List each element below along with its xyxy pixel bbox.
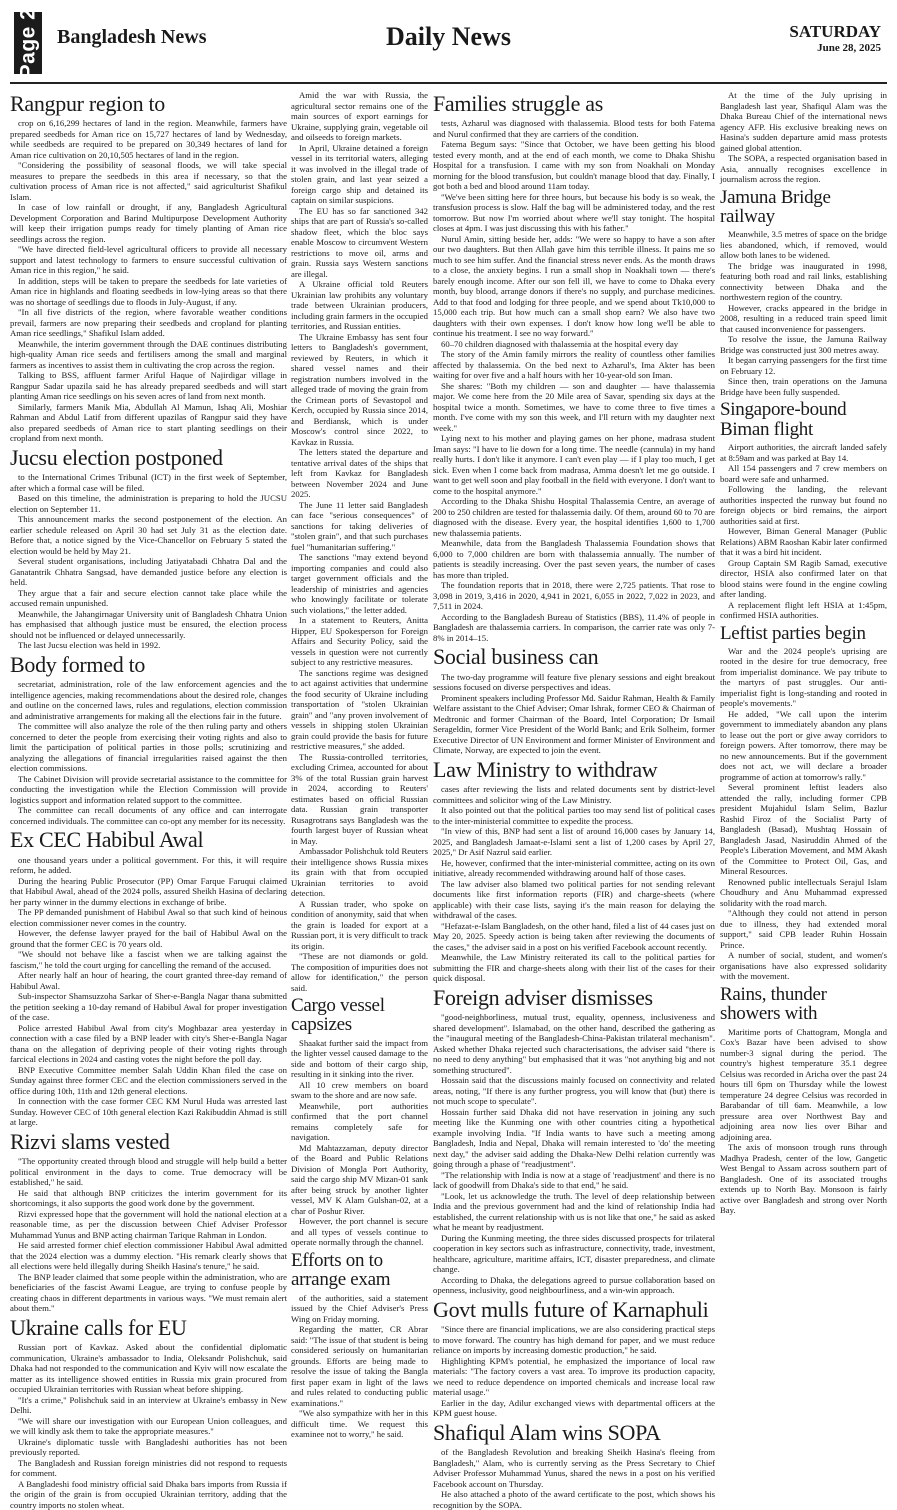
article: [10, 1128, 287, 1314]
article: [720, 90, 887, 185]
article-paragraph: A number of social, student, and women's organisations have also expressed solidarity with the movement.: [720, 950, 887, 982]
article-paragraph: At the time of the July uprising in Bangladesh last year, Shafiqul Alam was the Dhaka Bureau Chief of the international news agency AFP. His exclusive breaking news on Hasina's sudden departure amid mass protests gained global attention.: [720, 90, 887, 153]
article-paragraph: 60–70 children diagnosed with thalassemia at the hospital every day: [441, 338, 679, 349]
article-headline: Govt mulls future of Karnaphuli: [433, 1296, 709, 1322]
article-paragraph: Earlier in the day, Adilur exchanged views with departmental officers at the KPM guest house.: [433, 1397, 715, 1419]
article: [10, 444, 287, 651]
article-headline: Rangpur region to: [10, 91, 165, 116]
column-2: [291, 90, 428, 1439]
article: [433, 1419, 715, 1510]
article-paragraph: "Although they could not attend in person due to illness, they had extended moral support," said CPB leader Ruhin Hossain Prince.: [720, 908, 887, 950]
article-paragraph: Amid the war with Russia, the agricultural sector remains one of the main sources of export earnings for Ukraine, supplying grain, vegetable oil and oilseeds to foreign markets.: [291, 90, 428, 142]
article: [720, 400, 887, 620]
article-paragraph: After nearly half an hour of hearing, the court granted three-day remand of Habibul Awal.: [10, 970, 287, 991]
article-paragraph: "We've been sitting here for three hours, but because his body is so weak, the transfusion process is slow. Half the bag will be administered today, and the rest tomorrow. But now I'm worried about where we'll stay tonight. The hospital closes at 4pm. I was just discussing this with his father.": [433, 191, 715, 234]
article-paragraph: She shares: "Both my children — son and daughter — have thalassemia major. We come here from the 20 Mile area of Savar, spending six days at the hospital twice a month. Sometimes, we have to come three to five times a month. I've come with my son this week, and I'll return with my daughter next week.": [433, 380, 715, 433]
brand-name: Bangladesh News: [57, 26, 207, 48]
article-paragraph: In case of low rainfall or drought, if any, Bangladesh Agricultural Development Corporation and Barind Multipurpose Development Authority will keep their irrigation pumps ready for timely planting of Aman rice seedlings across the region.: [10, 202, 287, 244]
article-paragraph: The two-day programme will feature five plenary sessions and eight breakout sessions focused on diverse perspectives and ideas.: [433, 671, 715, 693]
article-paragraph: Several prominent leftist leaders also attended the rally, including former CPB president Mujahidul Islam Selim, Bazlur Rashid Firoz of the Socialist Party of Bangladesh (Basad), Mushtaq Hossain of Bangladesh Jasad, Nasiruddin Ahmed of the People's Liberation Movement, and MM Akash of the Committee to Protect Oil, Gas, and Mineral Resources.: [720, 782, 887, 877]
article: [291, 90, 428, 993]
article-paragraph: All 154 passengers and 7 crew members on board were safe and unharmed.: [720, 463, 887, 484]
article: [433, 984, 715, 1296]
article: [291, 996, 428, 1248]
article-paragraph: He also attached a photo of the award certificate to the post, which shows his recognition by the SOPA.: [433, 1489, 715, 1510]
article-paragraph: "good-neighborliness, mutual trust, equality, openness, inclusiveness and shared development". Islamabad, on the other hand, described the gathering as the "inaugural meeting of the Bangladesh-China-Pakistan trilateral mechanism". Asked whether Dhaka rejected such characterisations, the adviser said "there is no need to deny anything" but emphasised that it was "not anything big and not something structured".: [433, 1012, 715, 1075]
article-paragraph: In connection with the case former CEC KM Nurul Huda was arrested last Sunday. However CEC of 10th general election Kazi Rakibuddin Ahmad is still at large.: [10, 1096, 287, 1128]
article: [10, 93, 287, 444]
article-paragraph: Sub-inspector Shamsuzzoha Sarkar of Sher-e-Bangla Nagar thana submitted the petition seeking a 10-day remand of Habibul Awal for proper investigation of the case.: [10, 991, 287, 1023]
article-paragraph: The Bangladesh and Russian foreign ministries did not respond to requests for comment.: [10, 1457, 287, 1479]
article-paragraph: Maritime ports of Chattogram, Mongla and Cox's Bazar have been advised to show number-3 signal during the period. The country's highest temperature 35.1 degree Celsius was recorded in Aricha over the past 24 hours till 6pm on Thursday while the lowest temperature 24 degree Celsius was recorded in Barabandar of till 6am. Meanwhile, a low pressure area over Northwest Bay and adjoining area now lies over Bihar and adjoining area.: [720, 1026, 887, 1142]
article-paragraph: "We have directed field-level agricultural officers to provide all necessary support and latest technology to farmers to ensure successful cultivation of Aman rice in this region," he said.: [10, 244, 287, 276]
article-paragraph: A replacement flight left HSIA at 1:45pm, confirmed HSIA authorities.: [720, 599, 887, 620]
article-paragraph: Talking to BSS, affluent farmer Ariful Haque of Najirdigar village in Rangpur Sadar upazila said he has already prepared seedbeds and will start planting Aman rice seedlings on his seven acres of land from next month.: [10, 370, 287, 402]
article-paragraph: This announcement marks the second postponement of the election. An earlier schedule released on April 30 had set July 31 as the election date. Before that, a notice signed by the Vice-Chancellor on February 5 stated the election would be held by May 21.: [10, 514, 287, 556]
article-paragraph: The story of the Amin family mirrors the reality of countless other families affected by thalassemia. On the bed next to Azharul's, Ima Akter has been waiting for over five and a half hours with her 10-year-old son Iman.: [433, 349, 715, 381]
article-headline: Rains, thunder showers with: [720, 983, 827, 1025]
article: [720, 188, 887, 398]
article-paragraph: Meanwhile, the interim government through the DAE continues distributing high-quality Aman rice seeds and fertilisers among the small and marginal farmers as incentives to assist them in cultivating the crop across the region.: [10, 338, 287, 370]
article: [10, 1314, 287, 1510]
article-paragraph: Based on this timeline, the administration is preparing to hold the JUCSU election on September 11.: [10, 493, 287, 514]
article-paragraph: In a statement to Reuters, Anitta Hipper, EU Spokesperson for Foreign Affairs and Security Policy, said the vessels in question were not currently subject to any restrictive measures.: [291, 615, 428, 667]
article-paragraph: "Considering the possibility of seasonal floods, we will take special measures to prepare the seedbeds in this area if necessary, so that the cultivation process of Aman rice is not affected," said agriculturist Shafikul Islam.: [10, 160, 287, 202]
article-paragraph: "Hefazat-e-Islam Bangladesh, on the other hand, filed a list of 44 cases just on May 20, 2025. Speedy action is being taken after reviewing the documents of the cases," the adviser said in a post on his verified Facebook account recently.: [433, 920, 715, 952]
article-paragraph: Shaakat further said the impact from the lighter vessel caused damage to the side and bottom of their cargo ship, resulting in it sinking into the river.: [291, 1037, 428, 1080]
article-paragraph: The law adviser also blamed two political parties for not sending relevant documents like first information reports (FIR) and charge-sheets (where applicable) with their case lists, saying it's the main reason for delaying the withdrawal of the cases.: [433, 878, 715, 921]
article-paragraph: BNP Executive Committee member Salah Uddin Khan filed the case on Sunday against three former CEC and the election commissioners served in the office during 10th, 11th and 12th general elections.: [10, 1064, 287, 1096]
article-paragraph: Hossain said that the discussions mainly focused on connectivity and related areas, noting, "If there is any further progress, you will know that (but) there is not much scope to speculate".: [433, 1075, 715, 1107]
article-paragraph: The Ukraine Embassy has sent four letters to Bangladesh's government, reviewed by Reuters, in which it shared vessel names and their registration numbers involved in the alleged trade of moving the grain from the Crimean ports of Sevastopol and Kerch, occupied by Russia since 2014, and Berdiansk, which is under Moscow's control since 2022, to Kavkaz in Russia.: [291, 331, 428, 447]
article-headline: Leftist parties begin: [720, 622, 866, 644]
article-paragraph: The PP demanded punishment of Habibul Awal so that such kind of heinous election commissioner never comes in the country.: [10, 907, 287, 928]
article-paragraph: "Look, let us acknowledge the truth. The level of deep relationship between India and the previous government had and the kind of relationship India had established, the current relationship with us is not like that one," he said as asked what he meant by readjustment.: [433, 1190, 715, 1233]
article-paragraph: The committee will also analyze the role of the then ruling party and others concerned to deter the people from exercising their voting rights and also to limit the participation of political parties in those polls; scrutinizing and analyzing the allegations of financial irregularities raised against the then election commissions.: [10, 721, 287, 774]
article: [720, 985, 887, 1216]
article-paragraph: Hossain further said Dhaka did not have reservation in joining any such meeting like the Kunming one with other countries citing a hypothetical example involving India. "If India wants to have such a meeting among Bangladesh, India and Nepal, Dhaka will remain interested to 'do' the meeting next day," the adviser said adding the Dhaka-New Delhi relation currently was going through a phase of "readjustment".: [433, 1106, 715, 1170]
article-paragraph: To resolve the issue, the Jamuna Railway Bridge was constructed just 300 metres away.: [720, 334, 887, 355]
article-paragraph: The last Jucsu election was held in 1992.: [18, 640, 161, 651]
article-paragraph: It also pointed out that the political parties too may send list of political cases to the inter-ministerial committee to expedite the process.: [433, 805, 715, 826]
article-paragraph: However, the port channel is secure and all types of vessels continue to operate normally through the channel.: [291, 1216, 428, 1248]
article: [291, 1251, 428, 1440]
article-paragraph: The axis of monsoon trough runs through Madhya Pradesh, center of the low, Gangetic West Bengal to Assam across southern part of Bangladesh. One of its associated troughs extends up to North Bay. Monsoon is fairly active over Bangladesh and strong over North Bay.: [720, 1142, 887, 1216]
article-headline: Rizvi slams vested: [10, 1128, 170, 1154]
article-headline: Jamuna Bridge railway: [720, 186, 831, 227]
article-paragraph: The foundation reports that in 2018, there were 2,725 patients. That rose to 3,098 in 2019, 3,416 in 2020, 4,941 in 2021, 6,055 in 2022, 7,022 in 2023, and 7,511 in 2024.: [433, 580, 715, 612]
article-paragraph: cases after reviewing the lists and related documents sent by district-level committees and solicitor wing of the Law Ministry.: [433, 784, 715, 805]
article-paragraph: Nurul Amin, sitting beside her, adds: "We were so happy to have a son after our two daughters. But then Allah gave him this terrible illness. It pains me so much to see him suffer. And the financial stress never ends. As the month draws to a close, the anxiety begins. I run a small shop in Noakhali town — there's barely enough income. After our son fell ill, we have to come to Dhaka every month, buy blood, arrange donors if there's no supply, and purchase medicines. Add to that food and lodging for three people, and we spend about Tk10,000 to 15,000 each trip. But how much can a small shop earn? We also have two daughters with their own expenses. I don't know how long we'll be able to continue his treatment. I see no way forward.": [433, 233, 715, 339]
article-headline: Singapore-bound Biman flight: [720, 399, 847, 440]
article-paragraph: The SOPA, a respected organisation based in Asia, annually recognises excellence in journalism across the region.: [720, 153, 887, 184]
article-paragraph: "It's a crime," Polishchuk said in an interview at Ukraine's embassy in New Delhi.: [10, 1394, 287, 1416]
article-paragraph: Meanwhile, data from the Bangladesh Thalassemia Foundation shows that 6,000 to 7,000 children are born with thalassemia annually. The number of patients is steadily increasing. Over the past seven years, the number of cases has more than tripled.: [433, 538, 715, 580]
article-headline: Families struggle as: [433, 91, 603, 116]
article-paragraph: Similarly, farmers Manik Mia, Abdullah Al Mamun, Ishaq Ali, Moshiar Rahman and Abdul Latif from different upazilas of Rangpur said they have also prepared seedbeds of Aman rice to start planting seedlings on their cropland from next month.: [10, 401, 287, 444]
issue-date: June 28, 2025: [817, 42, 881, 54]
article: [10, 651, 287, 826]
article-paragraph: A Russian trader, who spoke on condition of anonymity, said that when the grain is loaded for export at a Russian port, it is very difficult to track its origin.: [291, 898, 428, 951]
article-paragraph: The bridge was inaugurated in 1998, featuring both road and rail links, establishing connectivity between Dhaka and the northwestern region of the country.: [720, 260, 887, 303]
article-headline: Ukraine calls for EU: [10, 1314, 187, 1340]
article-paragraph: Police arrested Habibul Awal from city's Moghbazar area yesterday in connection with a case filed by a BNP leader with city's Sher-e-Bangla Nagar thana on the allegation of depriving people of their voting rights through farcical elections in 2024 and casting votes the night before the poll day.: [10, 1022, 287, 1065]
page-number-label: Page 2: [16, 7, 39, 79]
article-paragraph: During the hearing Public Prosecutor (PP) Omar Farque Faruqui claimed that Habibul Awal, ahead of the 2024 polls, assured Sheikh Hasina of declaring her party winner in the dummy elections in exchange of bribe.: [10, 875, 287, 907]
newspaper-title: Daily News: [386, 22, 511, 51]
article-paragraph: However, Biman General Manager (Public Relations) ABM Raoshan Kabir later confirmed that it was a bird hit incident.: [720, 526, 887, 557]
article-headline: Shafiqul Alam wins SOPA: [433, 1419, 661, 1445]
article-paragraph: It began carrying passengers for the first time on February 12.: [720, 355, 887, 376]
article-headline: Cargo vessel capsizes: [291, 995, 385, 1036]
article-paragraph: The BNP leader claimed that some people within the administration, who are beneficiaries of the fascist Awami League, are trying to confuse people by creating chaos in different departments in various ways. "We must remain alert about them.": [10, 1271, 287, 1314]
article-paragraph: Renowned public intellectuals Serajul Islam Choudhury and Anu Muhammad expressed solidarity with the road march.: [720, 876, 887, 908]
article-headline: Law Ministry to withdraw: [433, 756, 658, 782]
article-paragraph: He said that although BNP criticizes the interim government for its shortcomings, it also supports the good work done by the government.: [10, 1187, 287, 1209]
article-paragraph: tests, Azharul was diagnosed with thalassemia. Blood tests for both Fatema and Nurul confirmed that they are carriers of the condition.: [433, 118, 715, 139]
article-paragraph: Ambassador Polishchuk told Reuters their intelligence shows Russia mixes its grain with that from occupied Ukrainian territories to avoid detection.: [291, 846, 428, 898]
article-paragraph: Prominent speakers including Professor Md. Saidur Rahman, Health & Family Welfare assistant to the Chief Adviser; Omar Ishrak, former CEO & Chairman of Medtronic and former Chairman of the Board, Intel Corporation; Dr Ismail Serageldin, former Vice President of the World Bank; and Erik Solheim, former Executive Director of UN Environment and former Minister of Environment and Climate, Norway, are expected to join the event.: [433, 692, 715, 756]
article-paragraph: The sanctions regime was designed to act against activities that undermine the food security of Ukraine including transportation of "stolen Ukrainian grain" and "any proven involvement of vessels in shipping stolen Ukrainian grain could provide the basis for future restrictive measures," she added.: [291, 667, 428, 751]
article-headline: Social business can: [433, 644, 599, 670]
article-paragraph: Meanwhile, the Jahangirnagar University unit of Bangladesh Chhatra Union has emphasised that although justice must be ensured, the election process should not be influenced or delayed unnecessarily.: [10, 608, 287, 640]
article-paragraph: Md Mahtazzaman, deputy director of the Board and Public Relations Division of Mongla Port Authority, said the cargo ship MV Mizan-01 sank after being struck by another lighter vessel, MV K Alam Gulshan-02, at a char of Poshur River.: [291, 1142, 428, 1216]
article-paragraph: The letters stated the departure and tentative arrival dates of the ships that left from Kavkaz for Bangladesh between November 2024 and June 2025.: [291, 447, 428, 499]
article-paragraph: A Ukraine official told Reuters Ukrainian law prohibits any voluntary trade between Ukrainian producers, including grain farmers in the occupied territories, and Russian entities.: [291, 279, 428, 331]
article-paragraph: "In view of this, BNP had sent a list of around 16,000 cases by January 14, 2025, and Bangladesh Jamaat-e-Islami sent a list of 1,200 cases by April 27, 2025," Dr Asif Nazrul said earlier.: [433, 826, 715, 858]
article-paragraph: Lying next to his mother and playing games on her phone, madrasa student Iman says: "I have to lie down for a long time. The needle (cannula) in my hand really hurts. I don't like it anymore. I can't even play — if I play too much, I get sick. Even when I come back from madrasa, Amma doesn't let me go outside. I want to get well soon and play football in the field with everyone. I don't want to come to the hospital anymore.": [433, 433, 715, 496]
article-paragraph: "These are not diamonds or gold. The composition of impurities does not allow for identification," the person said.: [291, 951, 428, 993]
article-paragraph: Rizvi expressed hope that the government will hold the national election at a reasonable time, as per the discussion between Chief Adviser Professor Muhammad Yunus and BNP acting chairman Tarique Rahman in London.: [10, 1208, 287, 1240]
article-paragraph: During the Kunming meeting, the three sides discussed prospects for trilateral cooperation in key sectors such as infrastructure, connectivity, trade, investment, healthcare, agriculture, maritime affairs, ICT, disaster preparedness, and climate change.: [433, 1232, 715, 1275]
article-paragraph: The Russia-controlled territories, excluding Crimea, accounted for about 3% of the total Russian grain harvest in 2024, according to Reuters' estimates based on official Russian data. Russian grain transporter Rusagrotrans says Bangladesh was the fourth largest buyer of Russian wheat in May.: [291, 751, 428, 846]
article-paragraph: Ukraine's diplomatic tussle with Bangladeshi authorities has not been previously reported.: [10, 1436, 287, 1458]
article-paragraph: one thousand years under a political government. For this, it will require reform, he added.: [10, 854, 287, 876]
article-paragraph: The EU has so far sanctioned 342 ships that are part of Russia's so-called shadow fleet, which the bloc says enable Moscow to circumvent Western restrictions to move oil, arms and grain. Russia says Western sanctions are illegal.: [291, 205, 428, 279]
article-paragraph: of the Bangladesh Revolution and breaking Sheikh Hasina's fleeing from Bangladesh," Alam, who is currently serving as the Press Secretary to Chief Adviser Professor Muhammad Yunus, shared the news in a post on his verified Facebook account on Thursday.: [433, 1447, 715, 1489]
article-paragraph: He said arrested former chief election commissioner Habibul Awal admitted that the 2024 election was a dummy election. "His remark clearly shows that all elections were held illegally during Sheikh Hasina's tenure," he said.: [10, 1240, 287, 1272]
article-paragraph: He added, "We call upon the interim government to immediately abandon any plans to lease out the port or give away corridors to foreign powers. After tomorrow, there may be no new announcements. But if the government does not act, we will declare a broader programme of action at tomorrow's rally.": [720, 708, 887, 782]
article: [433, 93, 715, 643]
article-paragraph: Following the landing, the relevant authorities inspected the runway but found no foreign objects or bird remains, the airport authorities said at first.: [720, 484, 887, 526]
article-paragraph: "We should not behave like a fascist when we are talking against the fascism," he told the court urging for cancelling the remand of the accused.: [10, 949, 287, 970]
article-paragraph: "The opportunity created through blood and struggle will help build a better political environment in the days to come. True democracy will be established," he said.: [10, 1156, 287, 1188]
article-paragraph: "We will share our investigation with our European Union colleagues, and we will kindly ask them to take the appropriate measures.": [10, 1415, 287, 1437]
article-paragraph: They argue that a fair and secure election cannot take place while the accused remain unpunished.: [10, 587, 287, 609]
article-headline: Efforts on to arrange exam: [291, 1249, 391, 1291]
article: [10, 829, 287, 1127]
article-headline: Jucsu election postponed: [10, 444, 223, 470]
article-paragraph: Russian port of Kavkaz. Asked about the confidential diplomatic communication, Ukraine's ambassador to India, Oleksandr Polishchuk, said Dhaka had not responded to the communication and Kyiv will now escalate the matter as its intelligence showed entities in Russia mix grain procured from occupied Ukrainian territories with Russian wheat before shipping.: [10, 1342, 287, 1395]
masthead-rule: [10, 82, 887, 84]
article-paragraph: of the authorities, said a statement issued by the Chief Adviser's Press Wing on Friday morning.: [291, 1292, 428, 1324]
article-paragraph: All 10 crew members on board swam to the shore and are now safe.: [291, 1079, 428, 1101]
article-paragraph: Airport authorities, the aircraft landed safely at 8:59am and was parked at Bay 14.: [720, 442, 887, 463]
article-paragraph: Group Captain SM Ragib Samad, executive director, HSIA also confirmed later on that blood stains were found in the engine cowling after landing.: [720, 557, 887, 599]
article-paragraph: The committee can recall documents of any office and can interrogate concerned individuals. The committee can co-opt any member for its necessity.: [10, 805, 287, 826]
article: [433, 646, 715, 755]
article-paragraph: A Bangladeshi food ministry official said Dhaka bars imports from Russia if the origin of the grain is from occupied Ukrainian territory, adding that the country imports no stolen wheat.: [10, 1478, 287, 1510]
article-paragraph: Fatema Begum says: "Since that October, we have been getting his blood tested every month, and at the end of each month, we come to Dhaka Shishu Hospital for a transfusion. I came with my son from Noakhali on Monday morning for the blood transfusion, but couldn't manage blood that day. Finally, I got both a bed and blood around 11am today.: [433, 139, 715, 192]
article-paragraph: According to Dhaka, the delegations agreed to pursue collaboration based on openness, inclusivity, good neighbourliness, and a win-win approach.: [433, 1274, 715, 1296]
article-paragraph: In addition, steps will be taken to prepare the seedbeds for late varieties of Aman rice in highlands and floating seedbeds in low-lying areas so that there was no shortage of seedlings due to floods in July-August, if any.: [10, 275, 287, 307]
article-paragraph: crop on 6,16,299 hectares of land in the region. Meanwhile, farmers have prepared seedbeds for Aman rice on 15,727 hectares of land by Wednesday, while seedbeds are required to be prepared on 30,349 hectares of land for Aman rice cultivation on 20,10,505 hectares of land in the region.: [10, 118, 287, 160]
article-paragraph: Since then, train operations on the Jamuna Bridge have been fully suspended.: [720, 376, 887, 397]
article-paragraph: According to the Bangladesh Bureau of Statistics (BBS), 11.4% of people in Bangladesh are thalassemia carriers. In comparison, the carrier rate was only 7-8% in 2014–15.: [433, 611, 715, 643]
article-paragraph: "We also sympathize with her in this difficult time. We request this examinee not to worry," he said.: [291, 1408, 428, 1439]
article-paragraph: The sanctions "may extend beyond importing companies and could also target government officials and the leadership of ministries and agencies who knowingly facilitate or tolerate such violations," the letter added.: [291, 552, 428, 615]
article-paragraph: Meanwhile, port authorities confirmed that the port channel remains completely safe for navigation.: [291, 1100, 428, 1143]
article-paragraph: Meanwhile, 3.5 metres of space on the bridge lies abandoned, which, if removed, would allow both lanes to be widened.: [720, 229, 887, 261]
article-paragraph: He, however, confirmed that the inter-ministerial committee, acting on its own initiative, already recommended withdrawing around half of those cases.: [433, 857, 715, 879]
article-paragraph: "In all five districts of the region, where favorable weather conditions prevail, farmers are now preparing their seedbeds and cropland for planting Aman rice seedlings," Shafikul Islam added.: [10, 307, 287, 339]
article: [433, 1296, 715, 1419]
article-paragraph: secretariat, administration, role of the law enforcement agencies and the intelligence agencies, making recommendations about the desired role, changes and outline on the concerned laws, rules and regulations, election commission and administrative arrangements for making all the elections fair in the future.: [10, 679, 287, 721]
issue-day: SATURDAY: [789, 22, 881, 41]
article-paragraph: According to the Dhaka Shishu Hospital Thalassemia Centre, an average of 200 to 250 children are tested for thalassemia daily. Of them, around 60 to 70 are diagnosed with the disease. Every year, the hospital identifies 1,600 to 1,700 new thalassemia patients.: [433, 496, 715, 538]
article-paragraph: The June 11 letter said Bangladesh can face "serious consequences" of sanctions for taking deliveries of "stolen grain", and that such purchases fuel "humanitarian suffering.": [291, 499, 428, 552]
article-paragraph: Regarding the matter, CR Abrar said: "The issue of that student is being considered seriously on humanitarian grounds. Efforts are being made to resolve the issue of taking the Bangla first paper exam in light of the laws and rules related to conducting public examinations.": [291, 1324, 428, 1408]
article: [720, 624, 887, 982]
article-paragraph: to the International Crimes Tribunal (ICT) in the first week of September, after which a formal case will be filed.: [10, 472, 287, 493]
article-headline: Ex CEC Habibul Awal: [10, 827, 204, 853]
article-paragraph: "The relationship with India is now at a stage of 'readjustment' and there is no lack of goodwill from Dhaka's side to that end," he said.: [433, 1169, 715, 1191]
article: [433, 756, 715, 984]
column-1: [10, 90, 287, 1510]
column-3: [433, 90, 715, 1510]
article-paragraph: In April, Ukraine detained a foreign vessel in its territorial waters, alleging it was involved in the illegal trade of stolen grain, and last year seized a foreign cargo ship and detained its captain on similar suspicions.: [291, 142, 428, 205]
article-paragraph: However, cracks appeared in the bridge in 2008, resulting in a reduced train speed limit that caused inconvenience for passengers.: [720, 302, 887, 334]
article-paragraph: The Cabinet Division will provide secretarial assistance to the committee for conducting the investigation while the Election Commission will provide logistics support and information related support to the committee.: [10, 773, 287, 805]
article-paragraph: "Since there are financial implications, we are also considering practical steps to move forward. The country has high demand for paper, and we must reduce reliance on imports by increasing domestic production," he said.: [433, 1324, 715, 1356]
masthead: [0, 0, 897, 86]
article-headline: Body formed to: [10, 651, 146, 677]
article-headline: Foreign adviser dismisses: [433, 984, 653, 1010]
article-paragraph: Meanwhile, the Law Ministry reiterated its call to the political parties for submitting the FIR and charge-sheets along with their list of the cases for their quick disposal.: [433, 952, 715, 984]
article-paragraph: War and the 2024 people's uprising are rooted in the desire for true democracy, free from imperialist dominance. We pay tribute to the martyrs of past struggles. Our anti-imperialist fight is long-standing and rooted in people's movements.": [720, 645, 887, 709]
article-paragraph: Highlighting KPM's potential, he emphasized the importance of local raw materials: "The factory covers a vast area. To improve its production capacity, we need to reduce dependence on imported chemicals and increase local raw material usage.": [433, 1355, 715, 1398]
article-paragraph: However, the defense lawyer prayed for the bail of Habibul Awal on the ground that the former CEC is 70 years old.: [10, 928, 287, 949]
article-paragraph: Several student organisations, including Jatiyatabadi Chhatra Dal and the Ganatantrik Chhatra Sangsad, have demanded justice before any election is held.: [10, 556, 287, 588]
column-4: [720, 90, 887, 1330]
